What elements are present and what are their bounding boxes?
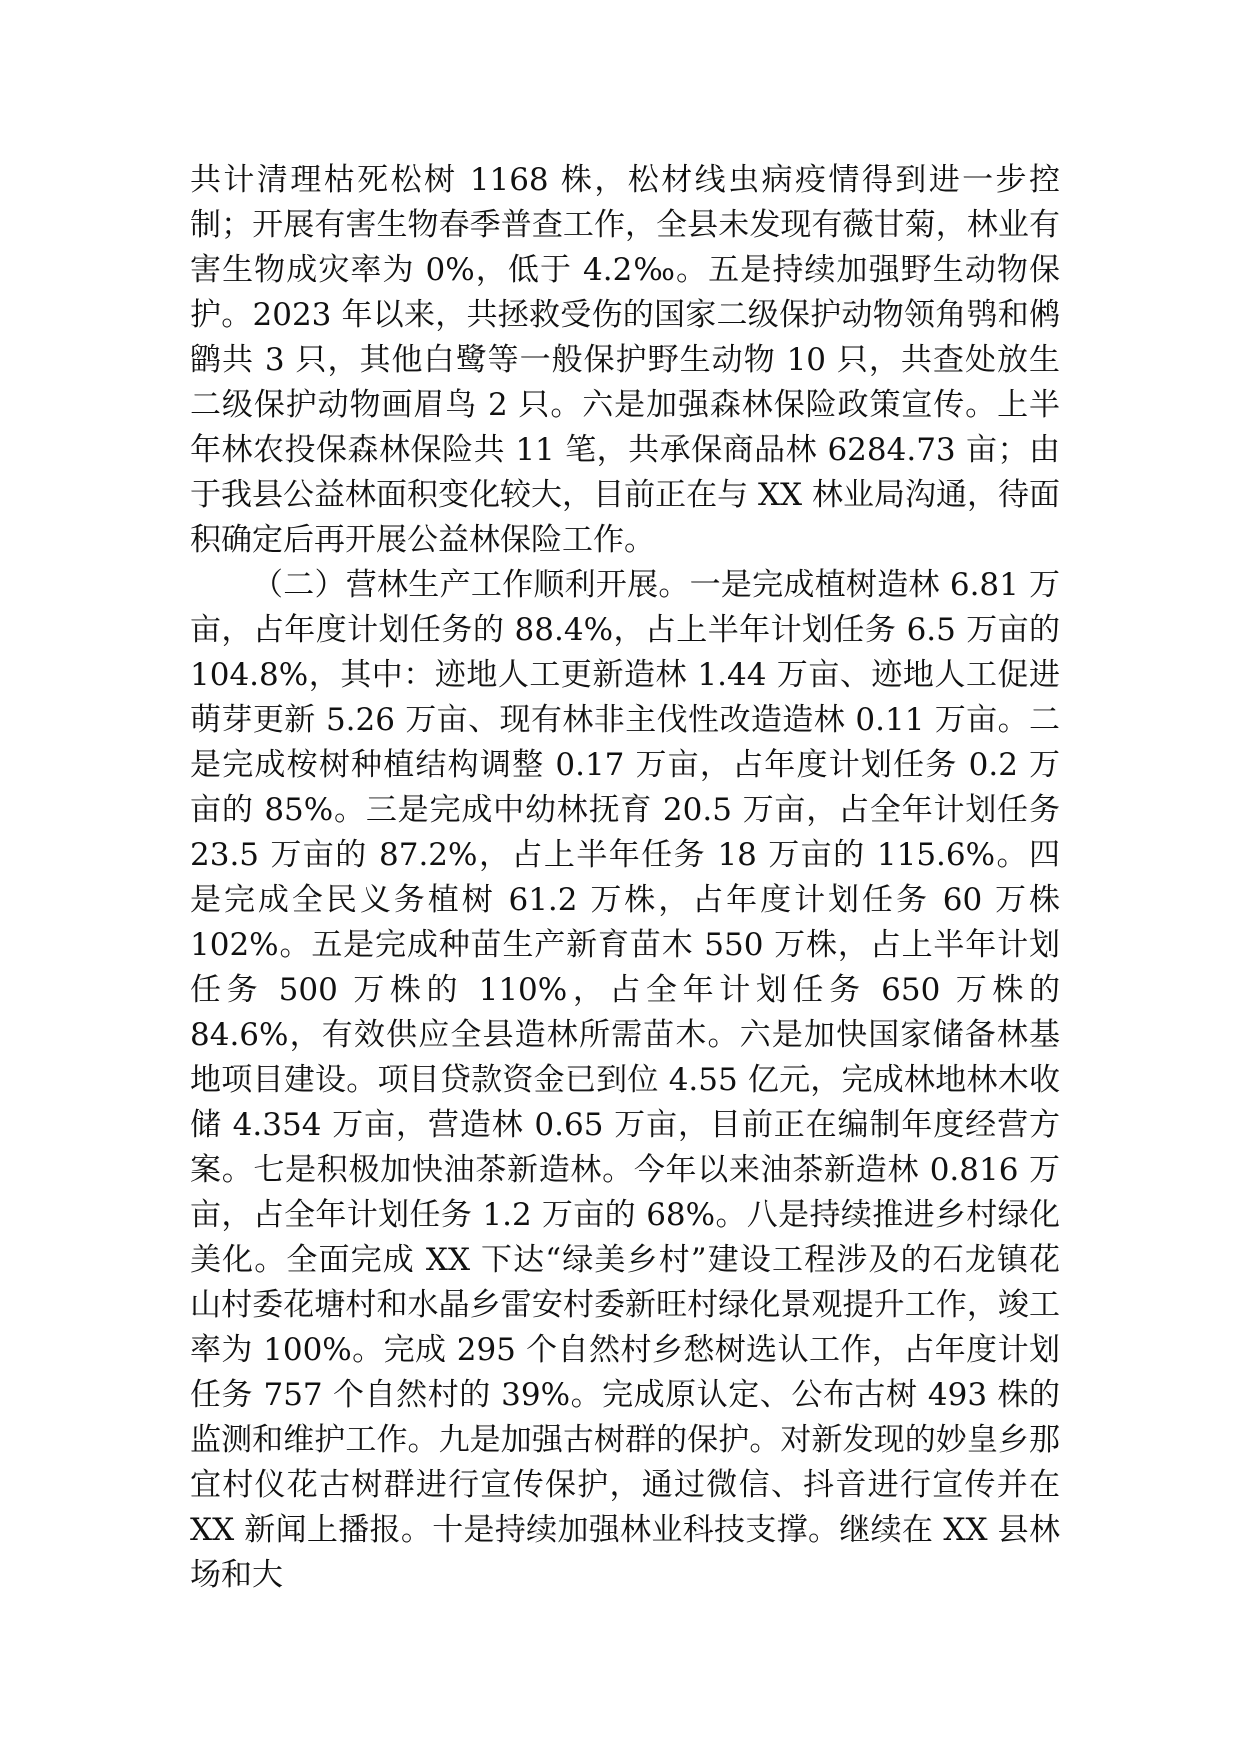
paragraph-section-two: （二）营林生产工作顺利开展。一是完成植树造林 6.81 万亩，占年度计划任务的 88.4%，占上半年计划任务 6.5 万亩的 104.8%，其中：迹地人工更新造林 1.44 万亩、迹地人工促进萌芽更新 5.26 万亩、现有林非主伐性改造造林 0.11 万亩。二是完成桉树种植结构调整 0.17 万亩，占年度计划任务 0.2 万亩的 85%。三是完成中幼林抚育 20.5 万亩，占全年计划任务 23.5 万亩的 87.2%，占上半年任务 18 万亩的 115.6%。四是完成全民义务植树 61.2 万株，占年度计划任务 60 万株 102%。五是完成种苗生产新育苗木 550 万株，占上半年计划任务 500 万株的 110%，占全年计划任务 650 万株的 84.6%，有效供应全县造林所需苗木。六是加快国家储备林基地项目建设。项目贷款资金已到位 4.55 亿元，完成林地林木收储 4.354 万亩，营造林 0.65 万亩，目前正在编制年度经营方案。七是积极加快油茶新造林。今年以来油茶新造林 0.816 万亩，占全年计划任务 1.2 万亩的 68%。八是持续推进乡村绿化美化。全面完成 XX 下达“绿美乡村”建设工程涉及的石龙镇花山村委花塘村和水晶乡雷安村委新旺村绿化景观提升工作，竣工率为 100%。完成 295 个自然村乡愁树选认工作，占年度计划任务 757 个自然村的 39%。完成原认定、公布古树 493 株的监测和维护工作。九是加强古树群的保护。对新发现的妙皇乡那宜村仪花古树群进行宣传保护，通过微信、抖音进行宣传并在 XX 新闻上播报。十是持续加强林业科技支撑。继续在 XX 县林场和大 [190, 567, 1060, 1593]
document-body [190, 158, 1060, 1598]
paragraph-continuation: 共计清理枯死松树 1168 株，松材线虫病疫情得到进一步控制；开展有害生物春季普查工作，全县未发现有薇甘菊，林业有害生物成灾率为 0%，低于 4.2‰。五是持续加强野生动物保护。2023 年以来，共拯救受伤的国家二级保护动物领角鸮和鸺鹠共 3 只，其他白鹭等一般保护野生动物 10 只，共查处放生二级保护动物画眉鸟 2 只。六是加强森林保险政策宣传。上半年林农投保森林保险共 11 笔，共承保商品林 6284.73 亩；由于我县公益林面积变化较大，目前正在与 XX 林业局沟通，待面积确定后再开展公益林保险工作。 [190, 162, 1060, 558]
